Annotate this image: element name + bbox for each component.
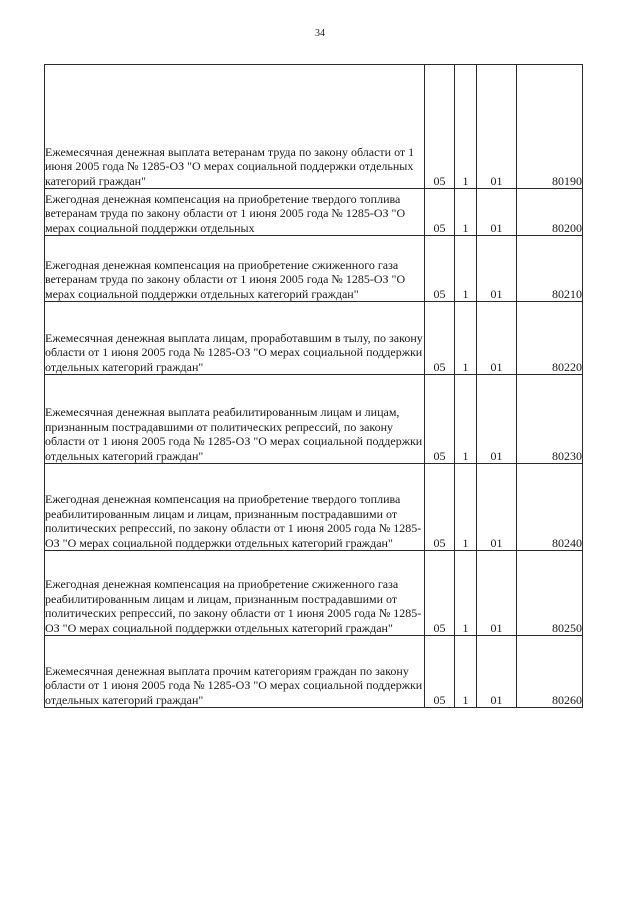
section-code: 05 [425,636,455,708]
section-code: 05 [425,302,455,375]
target-code: 80230 [517,375,583,464]
section-code: 05 [425,375,455,464]
subsection-code: 1 [455,551,477,636]
subsection-code: 1 [455,65,477,189]
item-code: 01 [477,65,517,189]
item-code: 01 [477,236,517,302]
target-code: 80220 [517,302,583,375]
target-code: 80200 [517,189,583,236]
item-code: 01 [477,551,517,636]
table-row [45,236,583,302]
item-code: 01 [477,464,517,551]
target-code: 80250 [517,551,583,636]
section-code: 05 [425,464,455,551]
target-code: 80240 [517,464,583,551]
table-row [45,636,583,708]
target-code: 80210 [517,236,583,302]
page-number: 34 [315,28,325,39]
subsection-code: 1 [455,375,477,464]
item-code: 01 [477,189,517,236]
subsection-code: 1 [455,189,477,236]
row-description: Ежемесячная денежная выплата ветеранам труда по закону области от 1 июня 2005 года № 1285-ОЗ "О мерах социальной поддержки отдельных категорий граждан" [45,65,425,189]
item-code: 01 [477,375,517,464]
subsection-code: 1 [455,302,477,375]
table-row [45,551,583,636]
subsection-code: 1 [455,636,477,708]
row-description: Ежемесячная денежная выплата реабилитированным лицам и лицам, признанным пострадавшими от политических репрессий, по закону области от 1 июня 2005 года № 1285-ОЗ "О мерах социальной поддержки отдельных категорий граждан" [45,375,425,464]
row-description: Ежемесячная денежная выплата лицам, проработавшим в тылу, по закону области от 1 июня 2005 года № 1285-ОЗ "О мерах социальной поддержки отдельных категорий граждан" [45,302,425,375]
subsection-code: 1 [455,236,477,302]
section-code: 05 [425,551,455,636]
row-description: Ежегодная денежная компенсация на приобретение сжиженного газа реабилитированным лицам и лицам, признанным пострадавшими от политических репрессий, по закону области от 1 июня 2005 года № 1285-ОЗ "О мерах социальной поддержки отдельных категорий граждан" [45,551,425,636]
section-code: 05 [425,189,455,236]
row-description: Ежегодная денежная компенсация на приобретение твердого топлива реабилитированным лицам и лицам, признанным пострадавшими от политических репрессий, по закону области от 1 июня 2005 года № 1285-ОЗ "О мерах социальной поддержки отдельных категорий граждан" [45,464,425,551]
item-code: 01 [477,636,517,708]
row-description: Ежегодная денежная компенсация на приобретение твердого топлива ветеранам труда по закону области от 1 июня 2005 года № 1285-ОЗ "О мерах социальной поддержки отдельных [45,189,425,236]
subsection-code: 1 [455,464,477,551]
table-row [45,464,583,551]
table-row [45,375,583,464]
table-row [45,302,583,375]
budget-classification-table [44,64,583,708]
item-code: 01 [477,302,517,375]
section-code: 05 [425,236,455,302]
row-description: Ежемесячная денежная выплата прочим категориям граждан по закону области от 1 июня 2005 года № 1285-ОЗ "О мерах социальной поддержки отдельных категорий граждан" [45,636,425,708]
table-row [45,189,583,236]
row-description: Ежегодная денежная компенсация на приобретение сжиженного газа ветеранам труда по закону области от 1 июня 2005 года № 1285-ОЗ "О мерах социальной поддержки отдельных категорий граждан" [45,236,425,302]
target-code: 80260 [517,636,583,708]
table-row [45,65,583,189]
section-code: 05 [425,65,455,189]
target-code: 80190 [517,65,583,189]
